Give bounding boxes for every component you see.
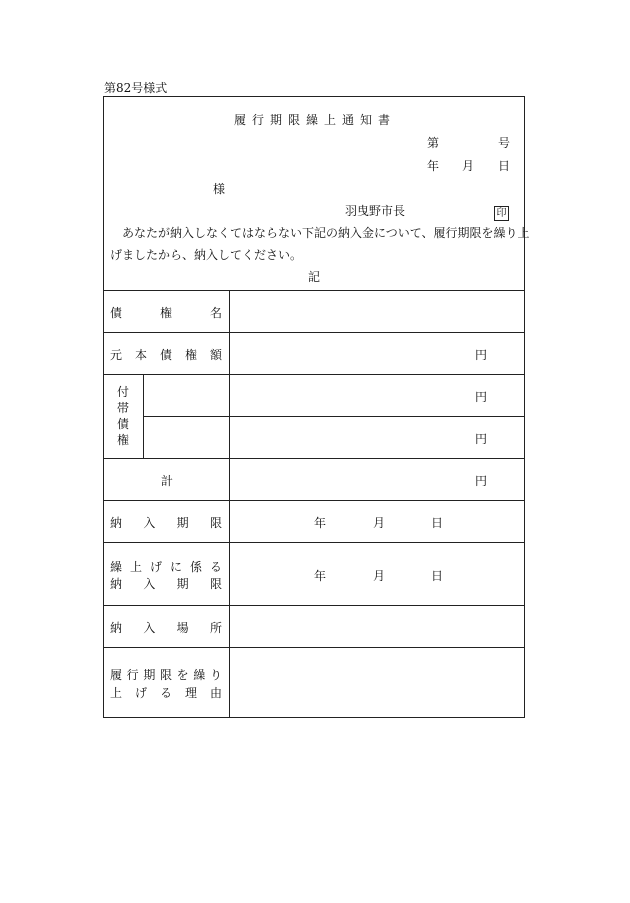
advanced-deadline-label-line1: 繰 上 げ に 係 る bbox=[110, 560, 222, 574]
place-label: 納 入 場 所 bbox=[110, 621, 222, 635]
table-rule bbox=[103, 500, 525, 501]
advanced-deadline-year: 年 bbox=[314, 569, 327, 583]
form-number: 第82号様式 bbox=[104, 81, 168, 95]
table-column-divider bbox=[229, 290, 230, 718]
total-label: 計 bbox=[161, 474, 174, 488]
seal-icon: 印 bbox=[494, 206, 509, 221]
incidental-label: 付 帯 債 権 bbox=[116, 385, 129, 447]
deadline-label: 納 入 期 限 bbox=[110, 516, 222, 530]
issuer-name: 羽曳野市長 bbox=[345, 204, 406, 218]
table-rule bbox=[103, 542, 525, 543]
reason-label-line2: 上 げ る 理 由 bbox=[110, 686, 222, 700]
number-prefix: 第 bbox=[427, 136, 440, 150]
advanced-deadline-label-line2: 納 入 期 限 bbox=[110, 577, 222, 591]
total-yen: 円 bbox=[475, 474, 488, 488]
table-rule bbox=[103, 647, 525, 648]
table-rule bbox=[103, 605, 525, 606]
body-line-1: あなたが納入しなくてはならない下記の納入金について、履行期限を繰り上 bbox=[110, 226, 530, 240]
seal-mark bbox=[494, 201, 509, 221]
advanced-deadline-month: 月 bbox=[373, 569, 386, 583]
table-rule bbox=[103, 290, 525, 291]
principal-label: 元 本 債 権 額 bbox=[110, 348, 222, 362]
recipient-suffix: 様 bbox=[213, 182, 226, 196]
body-line-2: げましたから、納入してください。 bbox=[110, 248, 303, 262]
date-day: 日 bbox=[498, 159, 511, 173]
deadline-day: 日 bbox=[431, 516, 444, 530]
table-subcolumn-divider bbox=[143, 374, 144, 458]
deadline-year: 年 bbox=[314, 516, 327, 530]
document-title: 履行期限繰上通知書 bbox=[233, 113, 396, 127]
advanced-deadline-day: 日 bbox=[431, 569, 444, 583]
incidental-yen-2: 円 bbox=[475, 432, 488, 446]
reason-label-line1: 履 行 期 限 を 繰 り bbox=[110, 668, 222, 682]
number-suffix: 号 bbox=[498, 136, 511, 150]
table-rule bbox=[103, 332, 525, 333]
creditor-name-label: 債 権 名 bbox=[110, 306, 222, 320]
principal-yen: 円 bbox=[475, 348, 488, 362]
deadline-month: 月 bbox=[373, 516, 386, 530]
ki-heading: 記 bbox=[308, 270, 321, 284]
incidental-yen-1: 円 bbox=[475, 390, 488, 404]
table-rule bbox=[103, 458, 525, 459]
table-rule bbox=[103, 374, 525, 375]
date-month: 月 bbox=[462, 159, 475, 173]
date-year: 年 bbox=[427, 159, 440, 173]
table-rule bbox=[144, 416, 525, 417]
